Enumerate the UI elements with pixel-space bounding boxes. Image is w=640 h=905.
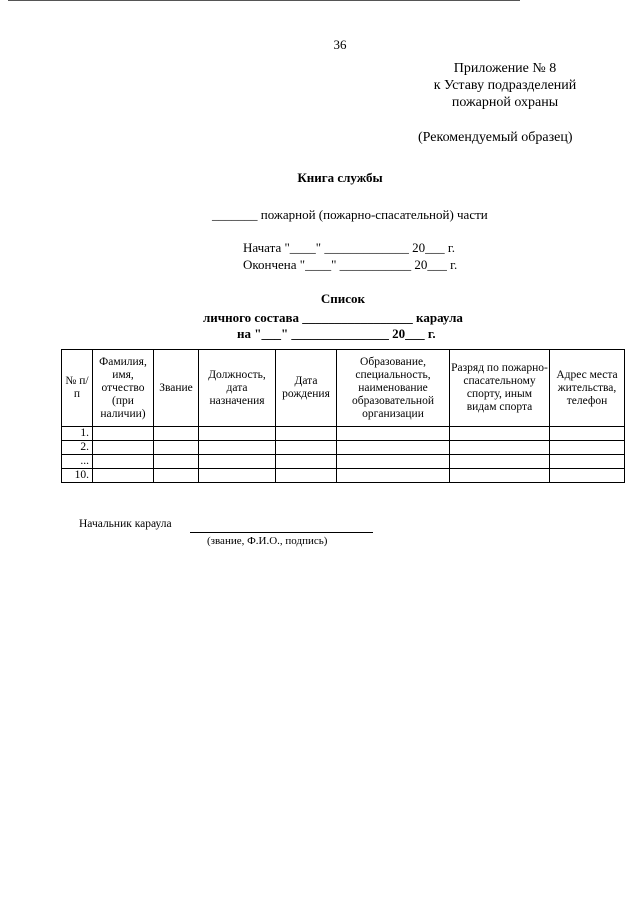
header-rank: Звание	[154, 350, 199, 427]
table-cell	[550, 455, 625, 469]
table-cell	[276, 441, 337, 455]
table-cell	[550, 469, 625, 483]
table-cell	[450, 441, 550, 455]
table-cell	[276, 455, 337, 469]
chief-label: Начальник караула	[79, 518, 172, 530]
list-title: Список	[320, 291, 366, 306]
finished-line: Окончена "____" ___________ 20___ г.	[243, 257, 458, 272]
table-cell	[450, 427, 550, 441]
table-cell	[199, 427, 276, 441]
table-cell	[154, 455, 199, 469]
page-number: 36	[333, 37, 347, 52]
book-title: Книга службы	[297, 170, 383, 185]
header-address: Адрес места жительства, телефон	[550, 350, 625, 427]
table-cell	[550, 427, 625, 441]
staff-table	[61, 349, 625, 483]
appendix-line-3: пожарной охраны	[451, 95, 559, 110]
list-subtitle-line-2: на "___" _______________ 20___ г.	[237, 326, 436, 341]
row-number: 1.	[62, 427, 93, 441]
table-header-row	[62, 350, 625, 427]
row-number: 10.	[62, 469, 93, 483]
signature-hint: (звание, Ф.И.О., подпись)	[207, 535, 328, 547]
unit-line: _______ пожарной (пожарно-спасательной) части	[212, 207, 488, 222]
table-cell	[154, 441, 199, 455]
row-number: ...	[62, 455, 93, 469]
table-cell	[337, 441, 450, 455]
table-cell	[276, 469, 337, 483]
table-row	[62, 455, 625, 469]
table-cell	[276, 427, 337, 441]
table-row	[62, 469, 625, 483]
table-cell	[93, 441, 154, 455]
table-cell	[199, 455, 276, 469]
started-line: Начата "____" _____________ 20___ г.	[243, 240, 455, 255]
list-subtitle-line-1: личного состава _________________ караула	[203, 310, 463, 325]
header-sport-rank: Разряд по пожарно-спасательному спорту, иным видам спорта	[450, 350, 550, 427]
table-cell	[93, 427, 154, 441]
table-cell	[93, 455, 154, 469]
row-number: 2.	[62, 441, 93, 455]
table-cell	[337, 427, 450, 441]
table-cell	[450, 455, 550, 469]
header-birth-date: Дата рождения	[276, 350, 337, 427]
header-education: Образование, специальность, наименование образовательной организации	[337, 350, 450, 427]
header-position: Должность, дата назначения	[199, 350, 276, 427]
book-dates	[243, 239, 457, 273]
header-name: Фамилия, имя, отчество (при наличии)	[93, 350, 154, 427]
table-cell	[199, 469, 276, 483]
list-subtitle	[203, 310, 463, 342]
table-cell	[93, 469, 154, 483]
appendix-heading	[385, 60, 625, 111]
table-cell	[154, 427, 199, 441]
appendix-line-2: к Уставу подразделений	[433, 78, 577, 93]
table-row	[62, 427, 625, 441]
appendix-line-1: Приложение № 8	[453, 61, 557, 76]
table-cell	[337, 469, 450, 483]
table-cell	[154, 469, 199, 483]
signature-line	[190, 532, 373, 533]
top-border-line	[8, 0, 520, 1]
table-row	[62, 441, 625, 455]
table-cell	[199, 441, 276, 455]
table-cell	[337, 455, 450, 469]
header-num: № п/п	[62, 350, 93, 427]
table-cell	[550, 441, 625, 455]
sample-note: (Рекомендуемый образец)	[418, 130, 573, 145]
table-cell	[450, 469, 550, 483]
